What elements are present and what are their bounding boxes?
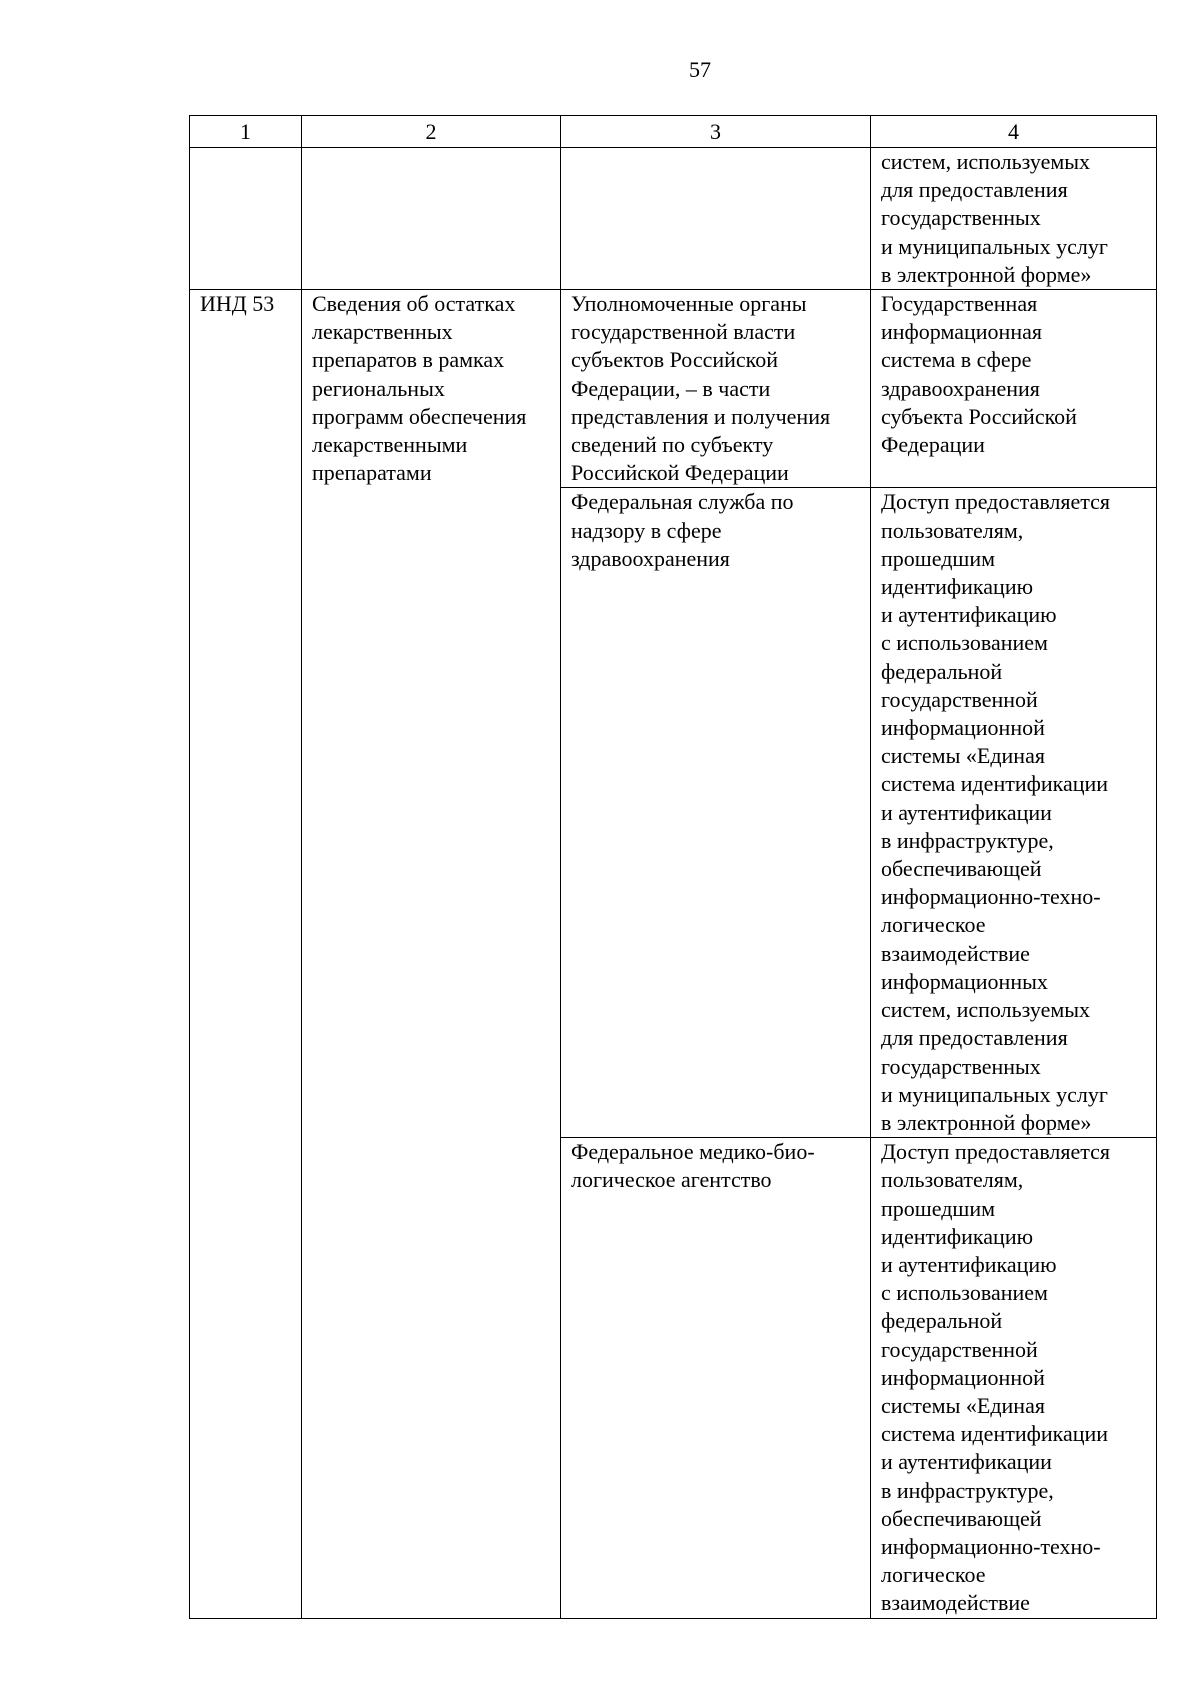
- cell-line: в электронной форме»: [881, 261, 1092, 287]
- column-header-3: 3: [561, 116, 871, 148]
- cell-line: логическое: [881, 1562, 986, 1588]
- cell-line: субъектов Российской: [571, 347, 779, 373]
- cell-line: Сведения об остатках: [312, 291, 516, 317]
- column-header-2: 2: [302, 116, 561, 148]
- cell-line: обеспечивающей: [881, 856, 1042, 882]
- continuation-cell-access: [871, 148, 1157, 290]
- continuation-cell-recipient: [561, 148, 871, 290]
- cell-line: государственной власти: [571, 319, 796, 345]
- cell-line: лекарственных: [312, 319, 453, 345]
- cell-line: и аутентификации: [881, 799, 1052, 825]
- cell-line: прошедшим: [881, 1195, 996, 1221]
- cell-line: пользователям,: [881, 517, 1024, 543]
- cell-line: логическое агентство: [571, 1167, 772, 1193]
- cell-line: здравоохранения: [571, 545, 730, 571]
- cell-line: надзору в сфере: [571, 517, 722, 543]
- cell-line: Федеральная служба по: [571, 489, 794, 515]
- continuation-row: [190, 148, 1157, 290]
- cell-line: сведений по субъекту: [571, 432, 774, 458]
- cell-line: Российской Федерации: [571, 460, 789, 486]
- indicator-table: [189, 115, 1157, 1619]
- cell-line: Доступ предоставляется: [881, 1139, 1111, 1165]
- page-number: 57: [689, 57, 711, 82]
- cell-line: информационная: [881, 319, 1042, 345]
- cell-line: в инфраструктуре,: [881, 1477, 1054, 1503]
- continuation-cell-description: [302, 148, 561, 290]
- cell-line: и аутентификацию: [881, 602, 1057, 628]
- cell-line: систем, используемых: [881, 997, 1091, 1023]
- cell-line: прошедшим: [881, 545, 996, 571]
- cell-line: Уполномоченные органы: [571, 291, 807, 317]
- cell-line: с использованием: [881, 630, 1048, 656]
- cell-line: федеральной: [881, 1308, 1003, 1334]
- recipient-cell: [561, 488, 871, 1138]
- cell-line: системы «Единая: [881, 743, 1045, 769]
- column-header-1: 1: [190, 116, 302, 148]
- cell-line: взаимодействие: [881, 1590, 1030, 1616]
- cell-line: идентификацию: [881, 574, 1034, 600]
- indicator-id-cell: [190, 290, 302, 1619]
- cell-line: система идентификации: [881, 771, 1109, 797]
- cell-line: и муниципальных услуг: [881, 233, 1108, 259]
- entry-row-1: [190, 290, 1157, 488]
- cell-line: для предоставления: [881, 177, 1068, 203]
- cell-line: Федерации, – в части: [571, 375, 771, 401]
- access-cell: [871, 1138, 1157, 1618]
- cell-line: взаимодействие: [881, 940, 1030, 966]
- cell-line: с использованием: [881, 1280, 1048, 1306]
- cell-line: информационных: [881, 968, 1048, 994]
- cell-line: для предоставления: [881, 1025, 1068, 1051]
- cell-line: государственных: [881, 1053, 1041, 1079]
- cell-line: государственных: [881, 205, 1041, 231]
- cell-line: препаратов в рамках: [312, 347, 505, 373]
- table-header-row: [190, 116, 1157, 148]
- access-cell: [871, 290, 1157, 488]
- cell-line: представления и получения: [571, 403, 831, 429]
- cell-line: в инфраструктуре,: [881, 827, 1054, 853]
- cell-line: логическое: [881, 912, 986, 938]
- continuation-cell-id: [190, 148, 302, 290]
- cell-line: системы «Единая: [881, 1392, 1045, 1418]
- column-header-4: 4: [871, 116, 1157, 148]
- cell-line: государственной: [881, 1336, 1038, 1362]
- cell-line: лекарственными: [312, 432, 468, 458]
- cell-line: информационно-техно-: [881, 884, 1101, 910]
- cell-line: Федеральное медико-био-: [571, 1139, 815, 1165]
- cell-line: Государственная: [881, 291, 1038, 317]
- cell-line: здравоохранения: [881, 375, 1040, 401]
- cell-line: региональных: [312, 375, 445, 401]
- cell-line: Доступ предоставляется: [881, 489, 1111, 515]
- cell-line: и аутентификации: [881, 1449, 1052, 1475]
- cell-line: информационной: [881, 1364, 1045, 1390]
- recipient-cell: [561, 1138, 871, 1618]
- cell-line: информационно-техно-: [881, 1533, 1101, 1559]
- cell-line: обеспечивающей: [881, 1505, 1042, 1531]
- cell-line: федеральной: [881, 658, 1003, 684]
- cell-line: и муниципальных услуг: [881, 1081, 1108, 1107]
- indicator-id: ИНД 53: [200, 291, 275, 317]
- cell-line: систем, используемых: [881, 149, 1091, 174]
- cell-line: программ обеспечения: [312, 403, 527, 429]
- cell-line: информационной: [881, 715, 1045, 741]
- cell-line: Федерации: [881, 432, 985, 458]
- cell-line: система в сфере: [881, 347, 1032, 373]
- cell-line: пользователям,: [881, 1167, 1024, 1193]
- access-cell: [871, 488, 1157, 1138]
- indicator-description-cell: [302, 290, 561, 1619]
- cell-line: и аутентификацию: [881, 1251, 1057, 1277]
- cell-line: государственной: [881, 686, 1038, 712]
- cell-line: препаратами: [312, 460, 432, 486]
- cell-line: система идентификации: [881, 1421, 1109, 1447]
- cell-line: субъекта Российской: [881, 403, 1077, 429]
- cell-line: идентификацию: [881, 1223, 1034, 1249]
- recipient-cell: [561, 290, 871, 488]
- cell-line: в электронной форме»: [881, 1109, 1092, 1135]
